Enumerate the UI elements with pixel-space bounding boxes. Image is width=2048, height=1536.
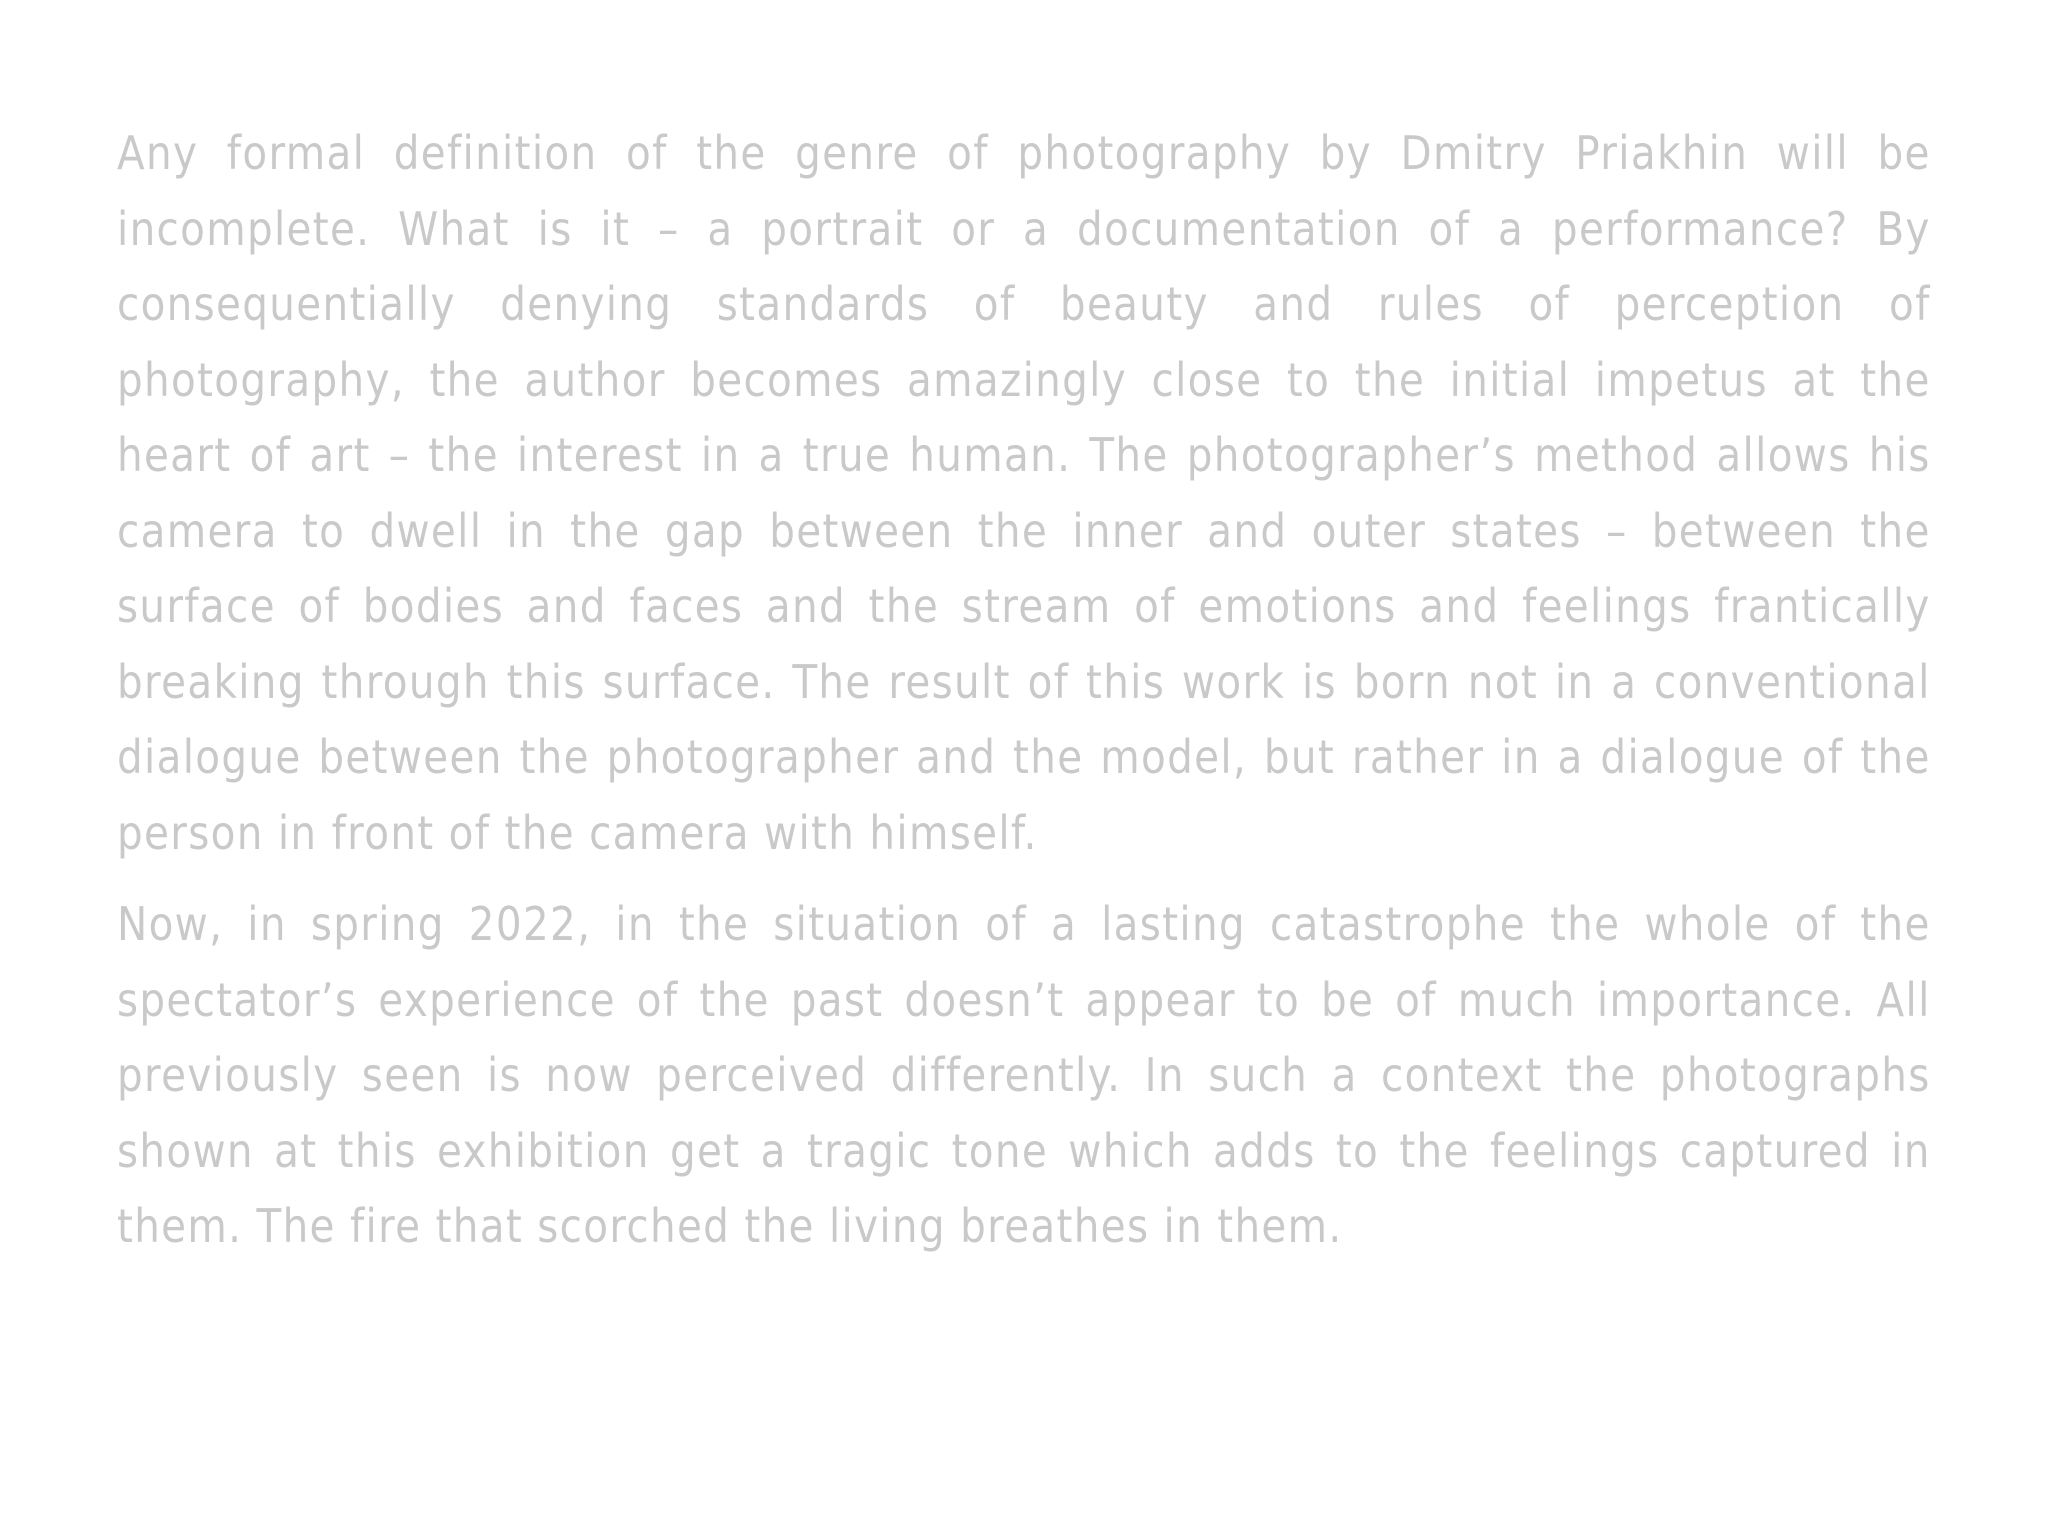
paragraph-2: Now, in spring 2022, in the situation of a lasting catastrophe the whole of the spectator’s experience of the past doesn’t appear to be of much importance. All previously seen is now perceived differently. In such a context the photographs shown at this exhibition get a tragic tone which adds to the feelings captured in them. The fire that scorched the living breathes in them.: [117, 897, 1931, 1253]
article-text: [117, 116, 1931, 1265]
paragraph-1: Any formal definition of the genre of photography by Dmitry Priakhin will be incomplete. What is it – a portrait or a documentation of a performance? By consequentially denying standards of beauty and rules of perception of photography, the author becomes amazingly close to the initial impetus at the heart of art – the interest in a true human. The photographer’s method allows his camera to dwell in the gap between the inner and outer states – between the surface of bodies and faces and the stream of emotions and feelings frantically breaking through this surface. The result of this work is born not in a conventional dialogue between the photographer and the model, but rather in a dialogue of the person in front of the camera with himself.: [117, 126, 1931, 860]
